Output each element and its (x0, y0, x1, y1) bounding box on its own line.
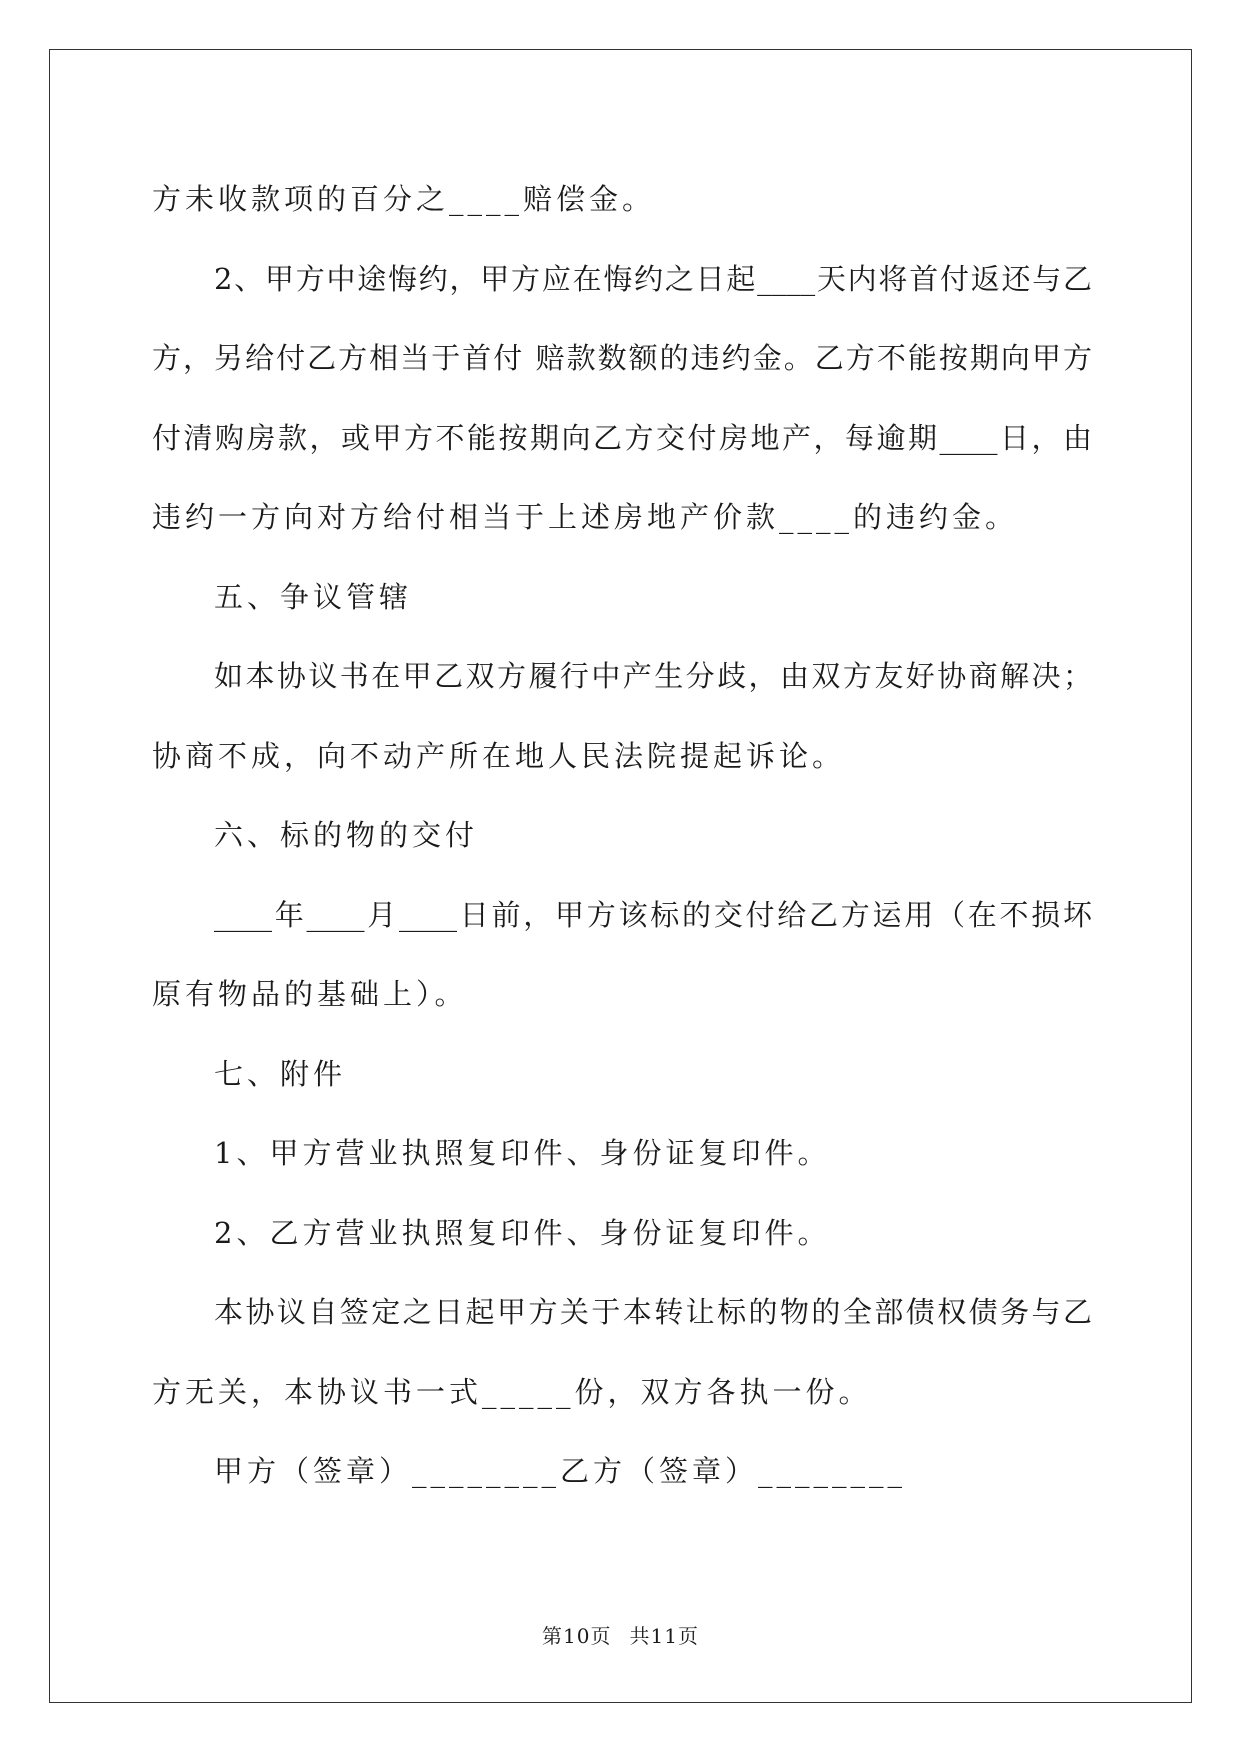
list-item: 1、甲方营业执照复印件、身份证复印件。 (214, 1136, 831, 1170)
text-line: 违约一方向对方给付相当于上述房地产价款____的违约金。 (152, 500, 1019, 534)
signature-line: 甲方（签章）________乙方（签章）________ (214, 1454, 907, 1488)
section-heading: 六、标的物的交付 (214, 818, 479, 852)
text-line: 付清购房款，或甲方不能按期向乙方交付房地产，每逾期____日，由 (152, 420, 1092, 455)
text-line: 方无关，本协议书一式_____份，双方各执一份。 (152, 1374, 872, 1409)
text-line: 2、甲方中途悔约，甲方应在悔约之日起____天内将首付返还与乙 (214, 261, 1092, 296)
text-line: 本协议自签定之日起甲方关于本转让标的物的全部债权债务与乙 (214, 1295, 1092, 1329)
page-number: 第10页 (542, 1624, 612, 1648)
list-item: 2、乙方营业执照复印件、身份证复印件。 (214, 1215, 831, 1250)
text-line: 方，另给付乙方相当于首付 赔款数额的违约金。乙方不能按期向甲方 (152, 341, 1092, 375)
text-line: 协商不成，向不动产所在地人民法院提起诉论。 (152, 738, 846, 773)
text-line: ____年____月____日前，甲方该标的交付给乙方运用（在不损坏 (214, 897, 1092, 932)
page-total: 共11页 (629, 1624, 699, 1648)
section-heading: 七、附件 (214, 1056, 347, 1091)
text-line: 方未收款项的百分之____赔偿金。 (152, 182, 656, 216)
page-footer (0, 1620, 1241, 1649)
section-heading: 五、争议管辖 (214, 579, 413, 614)
document-body (152, 160, 1092, 1512)
text-line: 原有物品的基础上）。 (152, 977, 468, 1011)
text-line: 如本协议书在甲乙双方履行中产生分歧，由双方友好协商解决； (214, 659, 1092, 693)
